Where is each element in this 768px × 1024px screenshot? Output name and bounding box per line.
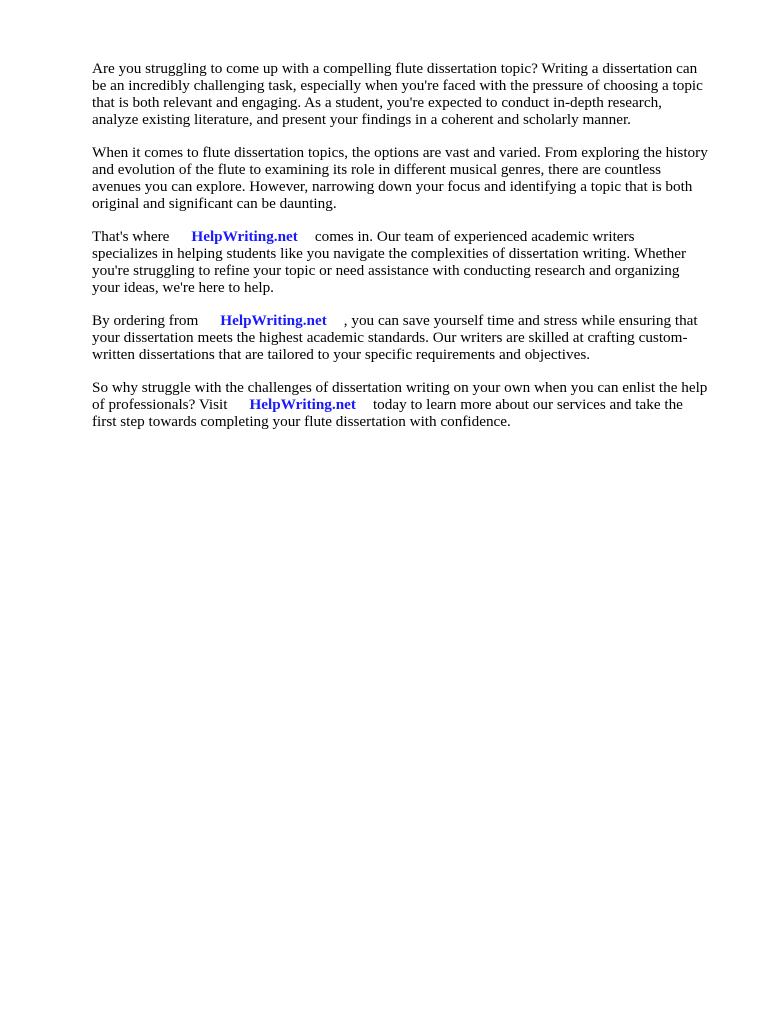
text-line: original and significant can be daunting. [92, 195, 337, 212]
text-line: first step towards completing your flute dissertation with confidence. [92, 413, 511, 430]
paragraph-intro [92, 60, 724, 128]
text-segment: , you can save yourself time and stress while ensuring that [343, 312, 698, 329]
text-segment: comes in. Our team of experienced academic writers [314, 228, 635, 245]
helpwriting-link[interactable]: HelpWriting.net [191, 228, 298, 245]
text-segment: That's where [92, 228, 170, 245]
paragraph-ordering [92, 312, 724, 363]
text-line: and evolution of the flute to examining its role in different musical genres, there are countless [92, 161, 662, 178]
text-line: be an incredibly challenging task, especially when you're faced with the pressure of choosing a topic [92, 77, 703, 94]
text-line: Are you struggling to come up with a compelling flute dissertation topic? Writing a dissertation can [92, 60, 698, 77]
text-line: you're struggling to refine your topic or need assistance with conducting research and organizing [92, 262, 680, 279]
text-line: avenues you can explore. However, narrowing down your focus and identifying a topic that is both [92, 178, 693, 195]
text-line: written dissertations that are tailored to your specific requirements and objectives. [92, 346, 591, 363]
text-line-with-link [92, 396, 724, 413]
text-line: that is both relevant and engaging. As a student, you're expected to conduct in-depth research, [92, 94, 662, 111]
text-line: your ideas, we're here to help. [92, 279, 274, 296]
text-line: When it comes to flute dissertation topics, the options are vast and varied. From exploring the history [92, 144, 708, 161]
text-segment: By ordering from [92, 312, 199, 329]
text-segment: of professionals? Visit [92, 396, 228, 413]
paragraph-topics [92, 144, 724, 212]
text-line: analyze existing literature, and present your findings in a coherent and scholarly manner. [92, 111, 631, 128]
helpwriting-link[interactable]: HelpWriting.net [249, 396, 356, 413]
text-line: So why struggle with the challenges of dissertation writing on your own when you can enlist the help [92, 379, 708, 396]
text-line-with-link [92, 228, 724, 245]
helpwriting-link[interactable]: HelpWriting.net [220, 312, 327, 329]
paragraph-closing [92, 379, 724, 430]
document-body [92, 60, 724, 446]
text-line: your dissertation meets the highest academic standards. Our writers are skilled at crafting custom- [92, 329, 688, 346]
paragraph-service [92, 228, 724, 296]
text-segment: today to learn more about our services and take the [372, 396, 683, 413]
text-line: specializes in helping students like you navigate the complexities of dissertation writing. Whether [92, 245, 686, 262]
text-line-with-link [92, 312, 724, 329]
